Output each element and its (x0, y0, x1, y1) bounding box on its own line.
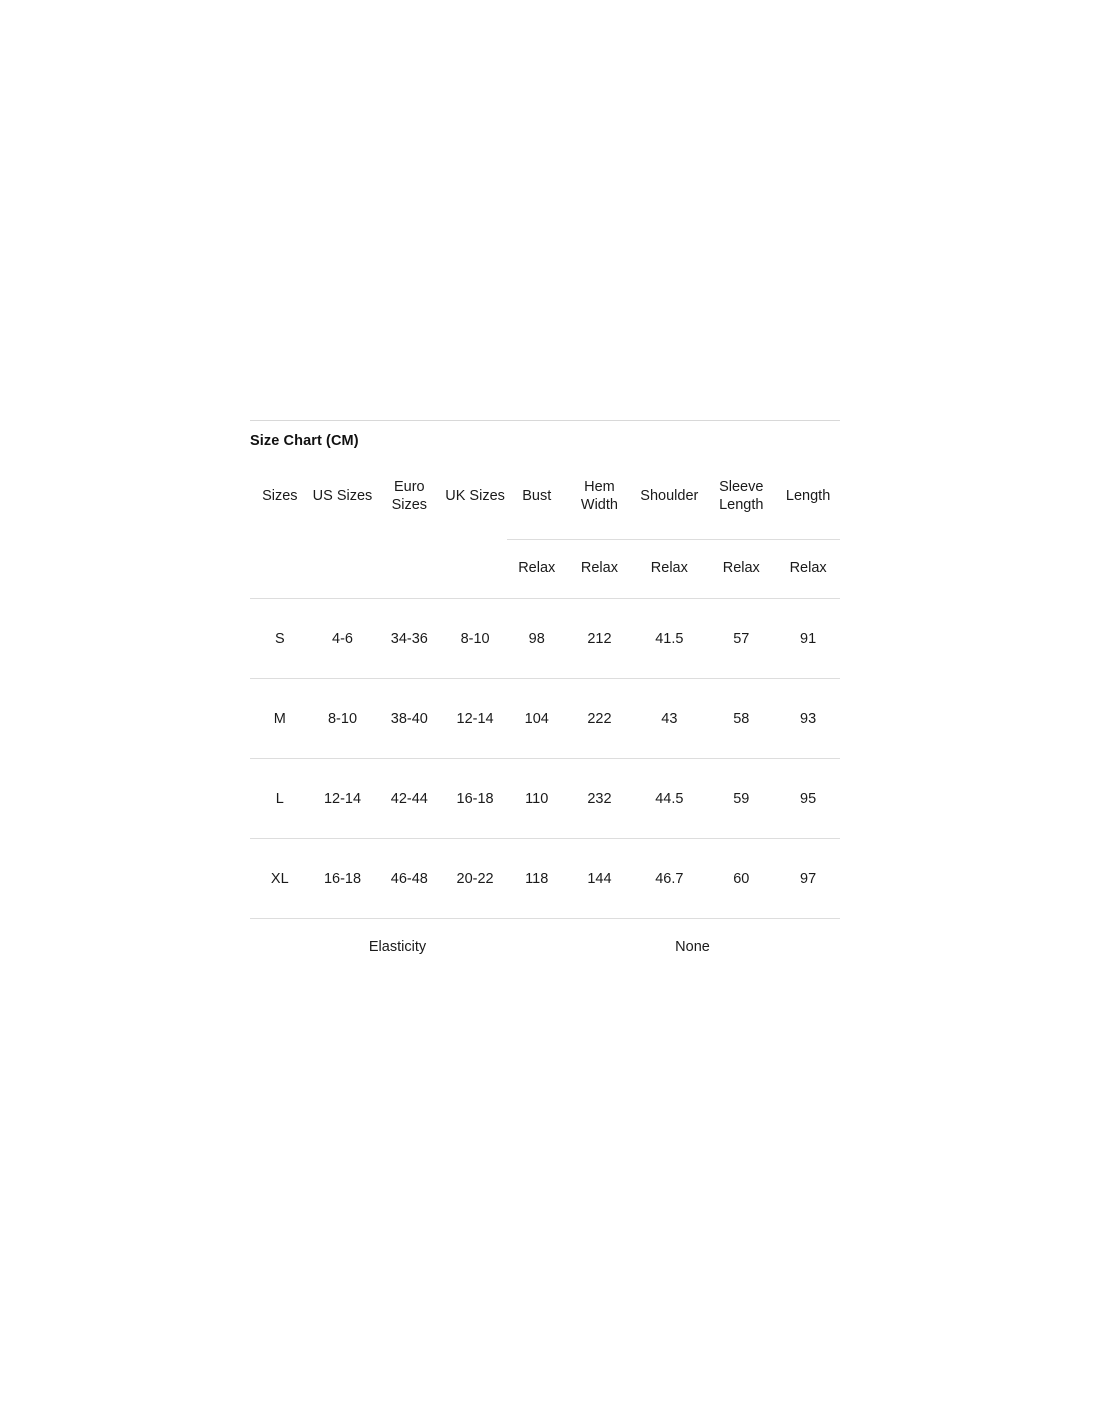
table-row (250, 759, 840, 839)
column-header-uk-sizes: UK Sizes (445, 488, 505, 505)
column-header-hem-width: Hem Width (567, 453, 633, 540)
subheader-uk-sizes (443, 540, 507, 599)
elasticity-row (250, 918, 840, 975)
cell-bust: 104 (507, 679, 567, 759)
cell-size: S (250, 599, 310, 679)
cell-shoulder: 44.5 (632, 759, 706, 839)
table-body (250, 599, 840, 919)
cell-hem-width: 212 (567, 599, 633, 679)
cell-us: 4-6 (310, 599, 376, 679)
subheader-length-fit: Relax (789, 560, 827, 577)
table-row (250, 679, 840, 759)
cell-size: M (250, 679, 310, 759)
cell-length: 97 (776, 839, 840, 919)
cell-euro: 46-48 (375, 839, 443, 919)
cell-uk: 12-14 (443, 679, 507, 759)
cell-bust: 110 (507, 759, 567, 839)
cell-us: 8-10 (310, 679, 376, 759)
cell-sleeve-length: 57 (706, 599, 776, 679)
table-header-row-group (250, 453, 840, 540)
subheader-us-sizes (310, 540, 376, 599)
cell-length: 95 (776, 759, 840, 839)
cell-uk: 20-22 (443, 839, 507, 919)
cell-bust: 98 (507, 599, 567, 679)
cell-shoulder: 46.7 (632, 839, 706, 919)
page-title: Size Chart (CM) (250, 433, 359, 449)
cell-length: 91 (776, 599, 840, 679)
cell-hem-width: 232 (567, 759, 633, 839)
size-chart-document (250, 420, 840, 975)
elasticity-value: None (675, 939, 710, 955)
column-header-us-sizes: US Sizes (312, 488, 373, 505)
table-row (250, 839, 840, 919)
table-row (250, 599, 840, 679)
size-chart-table (250, 453, 840, 918)
table-header-row-sub (250, 540, 840, 599)
cell-us: 16-18 (310, 839, 376, 919)
subheader-shoulder-fit: Relax (650, 560, 688, 577)
column-header-length: Length (776, 453, 840, 540)
column-header-shoulder: Shoulder (632, 453, 706, 540)
cell-uk: 16-18 (443, 759, 507, 839)
cell-sleeve-length: 58 (706, 679, 776, 759)
cell-uk: 8-10 (443, 599, 507, 679)
column-header-euro-sizes: Euro Sizes (391, 479, 428, 514)
elasticity-label: Elasticity (368, 939, 427, 955)
subheader-sizes (250, 540, 310, 599)
cell-hem-width: 144 (567, 839, 633, 919)
subheader-euro-sizes (375, 540, 443, 599)
cell-euro: 38-40 (375, 679, 443, 759)
cell-euro: 42-44 (375, 759, 443, 839)
cell-sleeve-length: 59 (706, 759, 776, 839)
cell-us: 12-14 (310, 759, 376, 839)
cell-size: L (250, 759, 310, 839)
column-header-bust: Bust (507, 453, 567, 540)
cell-size: XL (250, 839, 310, 919)
cell-bust: 118 (507, 839, 567, 919)
cell-sleeve-length: 60 (706, 839, 776, 919)
subheader-sleeve-length-fit: Relax (722, 560, 760, 577)
table-head (250, 453, 840, 599)
subheader-bust-fit: Relax (518, 560, 556, 577)
cell-length: 93 (776, 679, 840, 759)
cell-euro: 34-36 (375, 599, 443, 679)
cell-hem-width: 222 (567, 679, 633, 759)
column-header-sleeve-length: Sleeve Length (706, 453, 776, 540)
cell-shoulder: 43 (632, 679, 706, 759)
column-header-sizes: Sizes (262, 488, 298, 505)
cell-shoulder: 41.5 (632, 599, 706, 679)
subheader-hem-width-fit: Relax (580, 560, 618, 577)
